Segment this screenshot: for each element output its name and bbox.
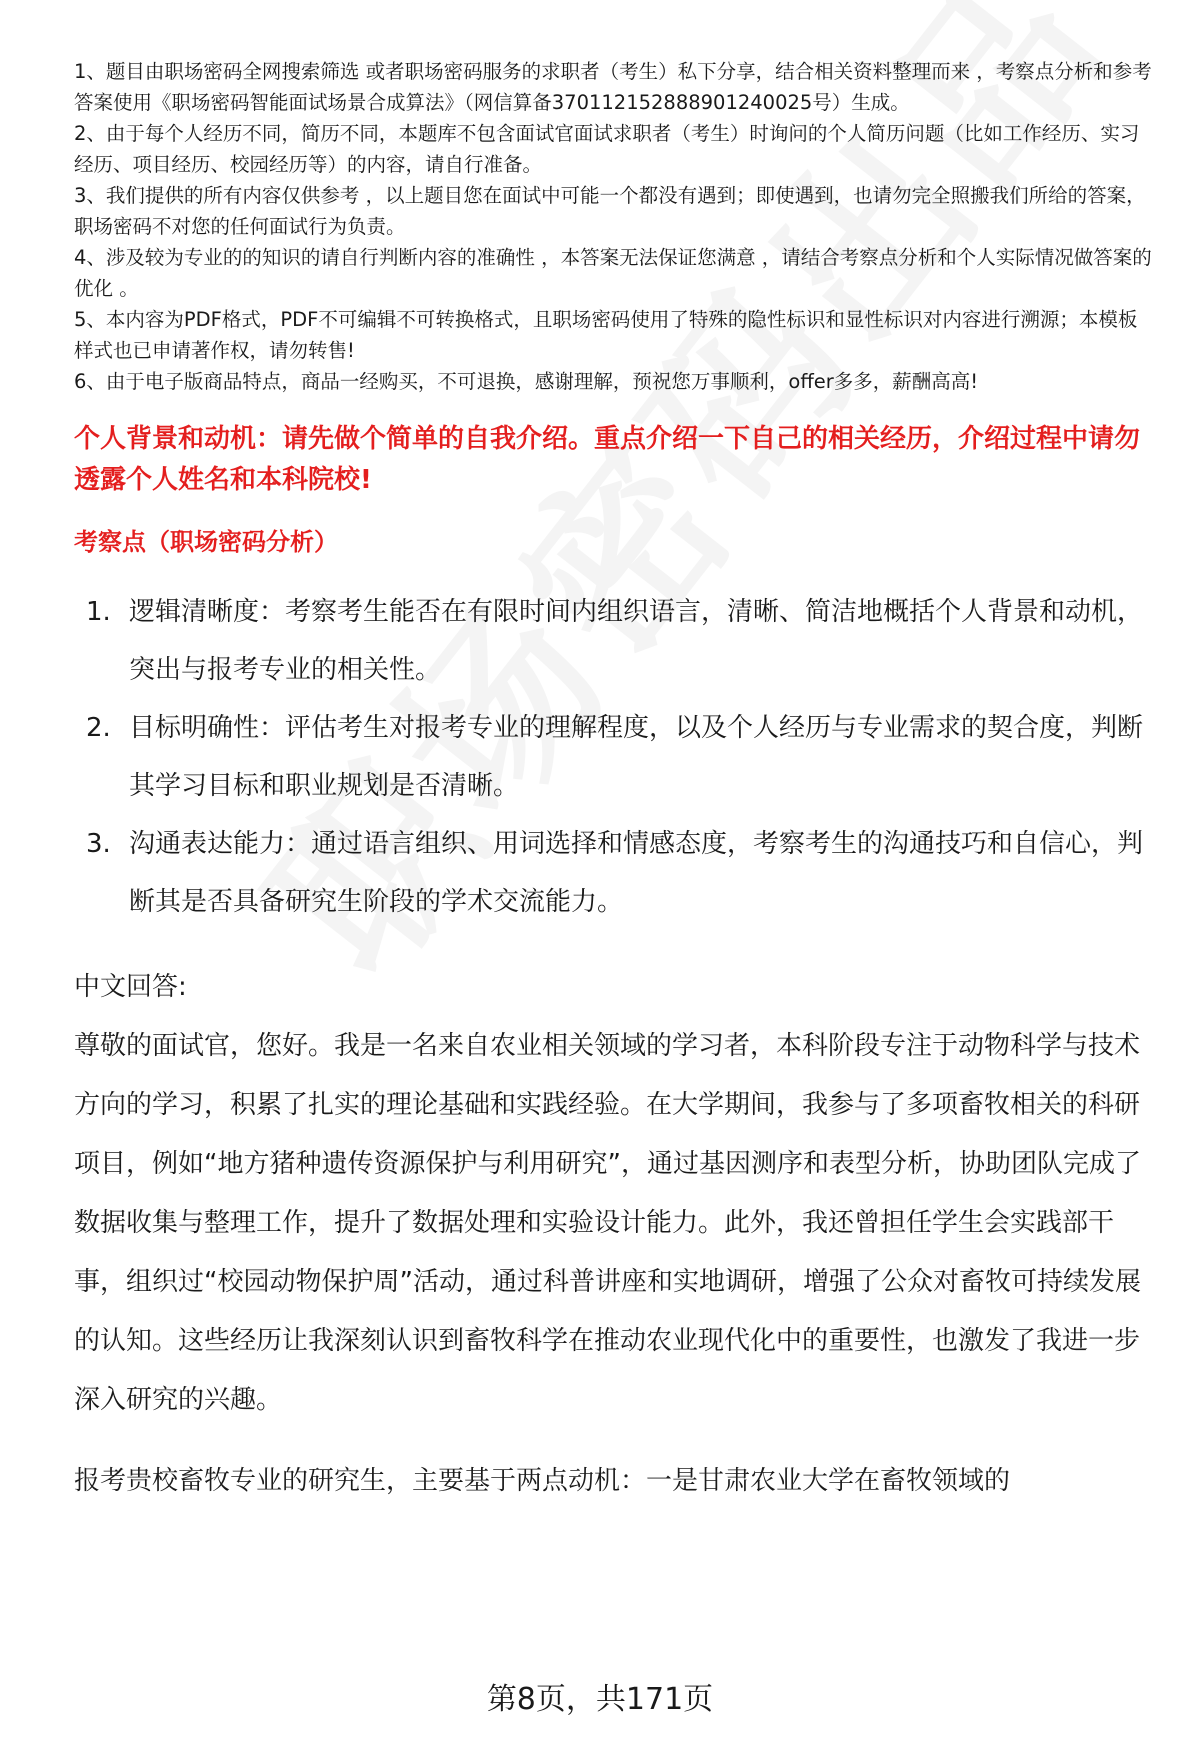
point-item [74,699,1154,815]
notice-item: 4、涉及较为专业的的知识的请自行判断内容的准确性 ，本答案无法保证您满意 ，请结合考察点分析和个人实际情况做答案的优化 。 [74,246,1152,300]
point-text: 目标明确性：评估考生对报考专业的理解程度，以及个人经历与专业需求的契合度，判断其学习目标和职业规划是否清晰。 [129,713,1144,801]
point-item [74,583,1154,699]
notice-item: 5、本内容为PDF格式，PDF不可编辑不可转换格式，且职场密码使用了特殊的隐性标识和显性标识对内容进行溯源；本模板样式也已申请著作权，请勿转售! [74,308,1138,362]
point-text: 逻辑清晰度：考察考生能否在有限时间内组织语言，清晰、简洁地概括个人背景和动机，突出与报考专业的相关性。 [129,597,1144,685]
answer-paragraph: 尊敬的面试官，您好。我是一名来自农业相关领域的学习者，本科阶段专注于动物科学与技术方向的学习，积累了扎实的理论基础和实践经验。在大学期间，我参与了多项畜牧相关的科研项目，例如“地方猪种遗传资源保护与利用研究”，通过基因测序和表型分析，协助团队完成了数据收集与整理工作，提升了数据处理和实验设计能力。此外，我还曾担任学生会实践部干事，组织过“校园动物保护周”活动，通过科普讲座和实地调研，增强了公众对畜牧可持续发展的认知。这些经历让我深刻认识到畜牧科学在推动农业现代化中的重要性，也激发了我进一步深入研究的兴趣。 [74,1031,1141,1415]
answer-label: 中文回答: [74,972,187,1002]
point-item [74,815,1154,931]
notice-section [74,56,1154,397]
point-number: 2. [86,713,111,743]
notice-item: 3、我们提供的所有内容仅供参考 ，以上题目您在面试中可能一个都没有遇到；即使遇到，也请勿完全照搬我们所给的答案，职场密码不对您的任何面试行为负责。 [74,184,1146,238]
notice-item: 1、题目由职场密码全网搜索筛选 或者职场密码服务的求职者（考生）私下分享，结合相关资料整理而来 ，考察点分析和参考答案使用《职场密码智能面试场景合成算法》（网信算备370112152888901240025号）生成。 [74,60,1152,114]
answer-paragraph: 报考贵校畜牧专业的研究生，主要基于两点动机：一是甘肃农业大学在畜牧领域的 [74,1466,1011,1496]
notice-item: 2、由于每个人经历不同，简历不同，本题库不包含面试官面试求职者（考生）时询问的个人简历问题（比如工作经历、实习经历、项目经历、校园经历等）的内容，请自行准备。 [74,122,1140,176]
notice-item: 6、由于电子版商品特点，商品一经购买，不可退换，感谢理解，预祝您万事顺利，offer多多，薪酬高高! [74,370,979,393]
point-number: 3. [86,829,111,859]
points-list [74,583,1154,931]
points-title: 考察点（职场密码分析） [74,528,338,556]
question-heading: 个人背景和动机：请先做个简单的自我介绍。重点介绍一下自己的相关经历，介绍过程中请勿透露个人姓名和本科院校! [74,424,1141,495]
document-page [74,56,1154,1511]
point-number: 1. [86,597,111,627]
page-footer: 第8页，共171页 [486,1682,714,1717]
answer-section [74,1017,1154,1511]
point-text: 沟通表达能力：通过语言组织、用词选择和情感态度，考察考生的沟通技巧和自信心，判断其是否具备研究生阶段的学术交流能力。 [129,829,1144,917]
